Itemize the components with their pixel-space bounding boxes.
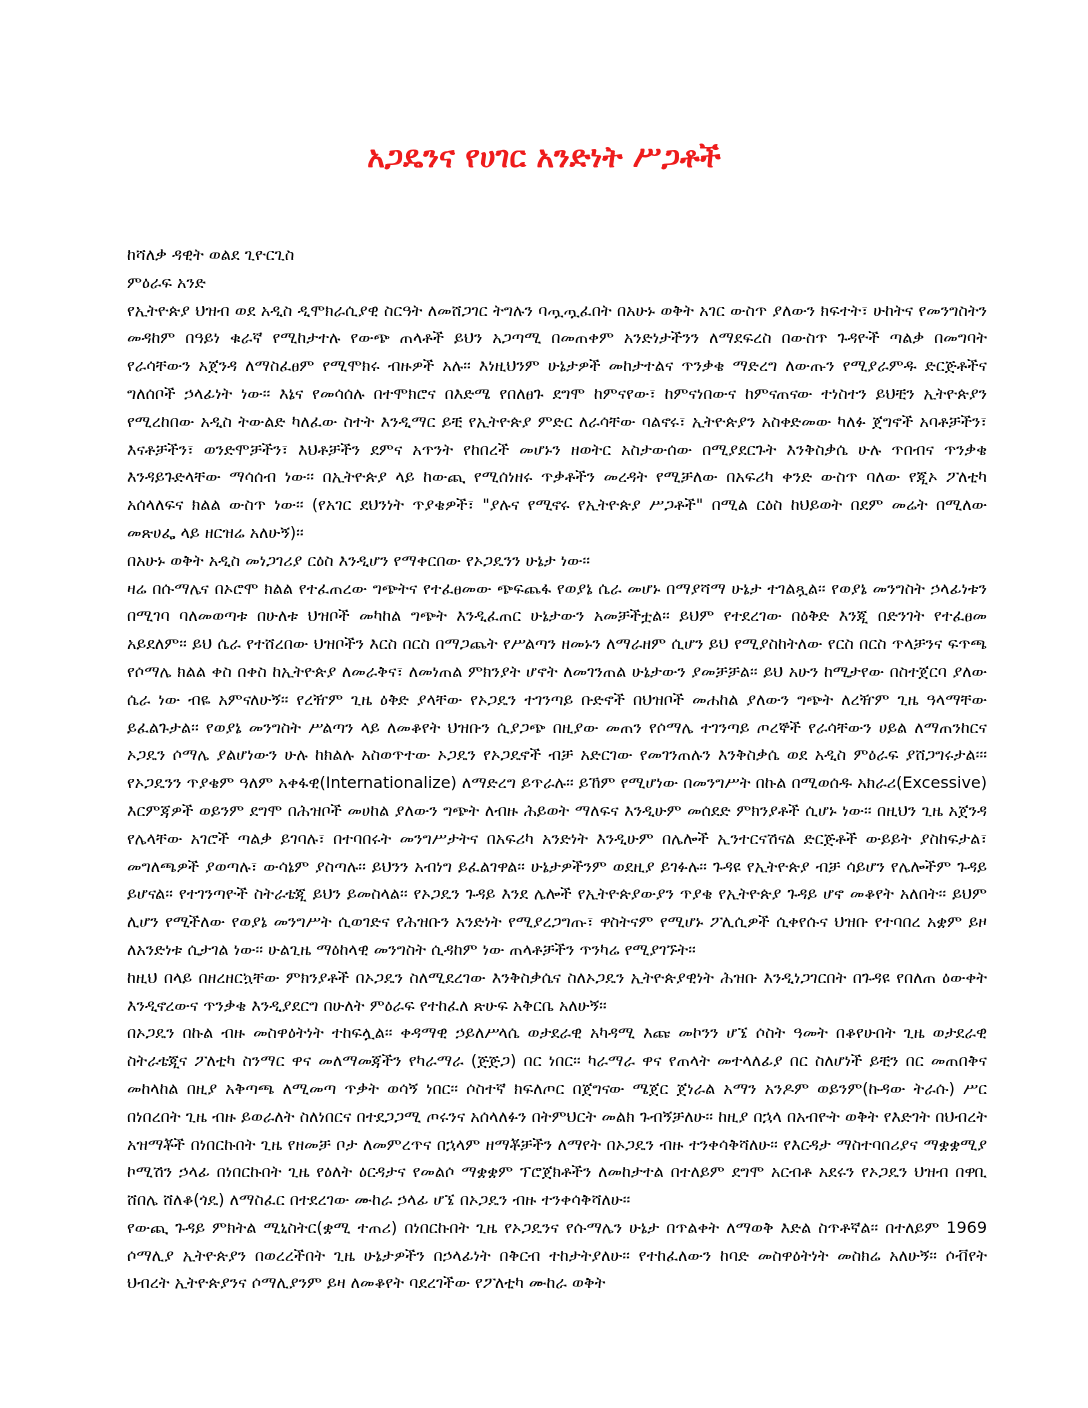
paragraph: የኢትዮጵያ ህዝብ ወደ አዲስ ዲሞክራሲያዊ ስርዓት ለመሸጋገር ትግሉን ባጧጧፈበት በአሁኑ ወቅት አገር ውስጥ ያለውን ክፍተት፣ ሁከትና የመንግስትን መዳከም በዓይነ ቁራኛ የሚከታተሉ የውጭ ጠላቶች ይህን አጋጣሚ በመጠቀም አንድነታችንን ለማደፍረስ በውስጥ ጉዳዮች ጣልቃ በመግባት የራሳቸውን አጀንዳ ለማስፈፀም የሚሞክሩ ብዙዎች አሉ፡፡ እነዚህንም ሁኔታዎች መከታተልና ጥንቃቄ ማድረግ ለውጡን የሚያራምዱ ድርጅቶችና ግለሰቦች ኃላፊነት ነው፡፡ እኔና የመሳሰሉ በተሞክሮና በእድሜ የበለፀጉ ደግሞ ከምናየው፣ ከምናነበውና ከምናጠናው ተነስተን ይህቺን ኢትዮጵያን የሚረከበው አዲስ ትውልድ ካለፈው ስተት እንዲማር ይቺ የኢትዮጵያ ምድር ለራሳቸው ባልኖሩ፣ ኢትዮጵያን አስቀድመው ካለፉ ጀግኖች አባቶቻችን፣ እናቶቻችን፣ ወንድሞቻችን፣ እህቶቻችን ደምና አጥንት የከበረች መሆኑን ዘወትር አስታውሰው በሚያደርጉት እንቅስቃሴ ሁሉ ጥበብና ጥንቃቄ እንዳይጉድላቸው ማሳሰብ ነው፡፡ በኢትዮጵያ ላይ ከውጪ የሚሰነዘሩ ጥቃቶችን መረዳት የሚቻለው በአፍሪካ ቀንድ ውስጥ ባለው የጂኦ ፖለቲካ አሰላለፍና ክልል ውስጥ ነው፡፡ (የአገር ደህንነት ጥያቄዎች፣ "ያሉና የሚኖሩ የኢትዮጵያ ሥጋቶች" በሚል ርዕስ ከህይወት በደም መሬት በሚለው መጽሀፌ ላይ ዘርዝሬ አለሁኝ)፡፡: [127, 300, 987, 542]
paragraph: በአሁኑ ወቅት አዲስ መነጋገሪያ ርዕስ እንዲሆን የማቀርበው የኦጋዴንን ሁኔታ ነው፡፡: [127, 550, 591, 570]
paragraph: ዛሬ በሱማሌና በኦሮሞ ክልል የተፈጠረው ግጭትና የተፈፀመው ጭፍጨፋ የወያኔ ሴራ መሆኑ በማያሻማ ሁኔታ ተገልጿል፡፡ የወያኔ መንግስት ኃላፊነቱን በሚገባ ባለመወጣቱ በሁለቱ ህዝቦች መካከል ግጭት እንዲፈጠር ሁኔታውን አመቻችቷል፡፡ ይህም የተደረገው በዕቅድ እንጂ በድንገት የተፈፀመ አይደለም፡፡ ይህ ሴራ የተሸረበው ህዝቦችን እርስ በርስ በማጋጨት የሥልጣን ዘመኑን ለማራዘም ሲሆን ይህ የሚያስከትለው የርስ በርስ ጥላቻንና ፍጥጫ የሶማሌ ክልል ቀስ በቀስ ከኢትዮጵያ ለመራቅና፣ ለመነጠል ምክንያት ሆኖት ለመገንጠል ሁኔታውን ያመቻቻል፡፡ ይህ አሁን ከሚታየው በስተጀርባ ያለው ሴራ ነው ብዬ አምናለሁኝ፡፡ የረዥም ጊዜ ዕቅድ ያላቸው የኦጋዴን ተገንጣይ ቡድኖች በህዝቦች መሐከል ያለውን ግጭት ለረዥም ጊዜ ዓላማቸው ይፈልጉታል፡፡ የወያኔ መንግስት ሥልጣን ላይ ለመቆየት ህዝቡን ሲያጋጭ በዚያው መጠን የሶማሌ ተገንጣይ ጦረኞች የራሳቸውን ሀይል ለማጠንከርና ኦጋዴን ሶማሌ ያልሆነውን ሁሉ ከክልሉ አስወጥተው ኦጋዴን የኦጋዴኖች ብቻ አድርገው የመገንጠሉን እንቅስቃሴ ወደ አዲስ ምዕራፍ ያሸጋግሩታል፡፡፡ የኦጋዴንን ጥያቄም ዓለም አቀፋዊ(Internationalize) ለማድረግ ይጥራሉ፡፡ ይኸም የሚሆነው በመንግሥት በኩል በሚወሰዱ አክራሪ(Excessive) እርምጃዎች ወይንም ደግሞ በሕዝቦች መሀከል ያለውን ግጭት ለብዙ ሕይወት ማለፍና እንዲሁም መሰደድ ምክንያቶች ሲሆኑ ነው፡፡ በዚህን ጊዜ አጀንዳ የሌላቸው አገሮች ጣልቃ ይገባሉ፣ በተባበሩት መንግሥታትና በአፍሪካ አንድነት እንዲሁም በሌሎች ኢንተርናሽናል ድርጅቶች ውይይት ያስከፍታል፣ መግለጫዎች ያወጣሉ፣ ውሳኔም ያስጣሉ፡፡ ይህንን አብነግ ይፈልገዋል፡፡ ሁኔታዎችንም ወደዚያ ይገፉሉ፡፡ ጉዳዩ የኢትዮጵያ ብቻ ሳይሆን የሌሎችም ጉዳይ ይሆናል፡፡ የተገንጣዮች ስትራቴጂ ይህን ይመስላል፡፡ የኦጋዴን ጉዳይ እንደ ሌሎች የኢትዮጵያውያን ጥያቄ የኢትዮጵያ ጉዳይ ሆኖ መቆየት አለበት፡፡ ይህም ሊሆን የሚችለው የወያኔ መንግሥት ሲወገድና የሕዝቡን አንድነት የሚያረጋግጡ፣ ዋስትናም የሚሆኑ ፖሊሲዎች ሲቀየሱና ህዝቡ የተባበረ አቋም ይዞ ለአንድነቱ ሲታገል ነው፡፡ ሁልጊዜ ማዕከላዊ መንግስት ሲዳከም ነው ጠላቶቻችን ጥንካሬ የሚያገኙት፡፡: [127, 578, 987, 959]
section-label: ምዕራፍ አንድ: [127, 272, 206, 292]
paragraph: የውጪ ጉዳይ ምክትል ሚኒስትር(ቋሚ ተጠሪ) በነበርኩበት ጊዜ የኦጋዴንና የሱማሌን ሁኔታ በጥልቀት ለማወቅ እድል ስጥቶኛል፡፡ በተለይም 1969 ሶማሊያ ኢትዮጵያን በወረረችበት ጊዜ ሁኔታዎችን በኃላፊነት በቅርብ ተከታትያለሁ፡፡ የተከፈለውን ከባድ መስዋዕትነት መስክሬ አለሁኝ፡፡ ሶቭየት ህብረት ኢትዮጵያንና ሶማሊያንም ይዛ ለመቆየት ባደረገችው የፖለቲካ ሙከራ ወቅት: [127, 1217, 987, 1293]
paragraph: ከዚህ በላይ በዘረዘርኳቸው ምክንያቶች በኦጋዴን ስለሚደረገው እንቅስቃሴና ስለኦጋዴን ኢትዮጵያዊነት ሕዝቡ እንዲነጋገርበት በጉዳዩ የበለጠ ዕውቀት እንዲኖረውና ጥንቃቄ እንዲያደርግ በሁለት ምዕራፍ የተከፈለ ጽሁፍ አቅርቤ አለሁኝ፡፡: [127, 967, 987, 1015]
document-title: አጋዴንና የሀገር አንድነት ሥጋቶች: [367, 140, 721, 175]
paragraph: በኦጋዴን በኩል ብዙ መስዋዕትነት ተከፍሏል፡፡ ቀዳማዊ ኃይለሥላሴ ወታደራዊ አካዳሚ እጩ መኮንን ሆኜ ሶስት ዓመት በቆየሁበት ጊዜ ወታደራዊ ስትራቴጂና ፖለቲካ ስንማር ዋና መለማመጃችን የካራማራ (ጅጅጋ) በር ነበር፡፡ ካራማራ ዋና የጠላት መተላለፊያ በር ስለሆነች ይቺን በር መጠበቅና መከላከል በዚያ አቅጣጫ ለሚመጣ ጥቃት ወሳኝ ነበር፡፡ ሶስተኛ ክፍለጦር በጀግናው ሜጀር ጀነራል አማን አንዶም ወይንም(ኩዳው ትራሱ) ሥር በነበረበት ጊዜ ብዙ ይወራለት ስለነበርና በተደጋጋሚ ጦሩንና አሰላለፉን በትምህርት መልክ ጉብኝቻለሁ፡፡ ከዚያ በኋላ በአብዮት ወቅት የእድገት በህብረት አዝማቾች በነበርኩበት ጊዜ የዘመቻ ቦታ ለመምረጥና በኋላም ዘማቾቻችን ለማየት በኦጋዴን ብዙ ተንቀሳቅሻለሁ፡፡ የእርዳታ ማስተባበሪያና ማቋቋሚያ ኮሚሽን ኃላፊ በነበርኩበት ጊዜ የዕለት ዕርዳታና የመልሶ ማቋቋም ፕሮጀክቶችን ለመከታተል በተለይም ደግሞ አርብቶ አደሩን የኦጋዴን ህዝብ በዋቢ ሸበሌ ሸለቆ(ጎዴ) ለማስፈር በተደረገው ሙከራ ኃላፊ ሆኜ በኦጋዴን ብዙ ተንቀሳቅሻለሁ፡፡: [127, 1023, 987, 1210]
document-body: [127, 241, 987, 1297]
author-line: ከሻለቃ ዳዊት ወልደ ጊዮርጊስ: [127, 245, 295, 264]
